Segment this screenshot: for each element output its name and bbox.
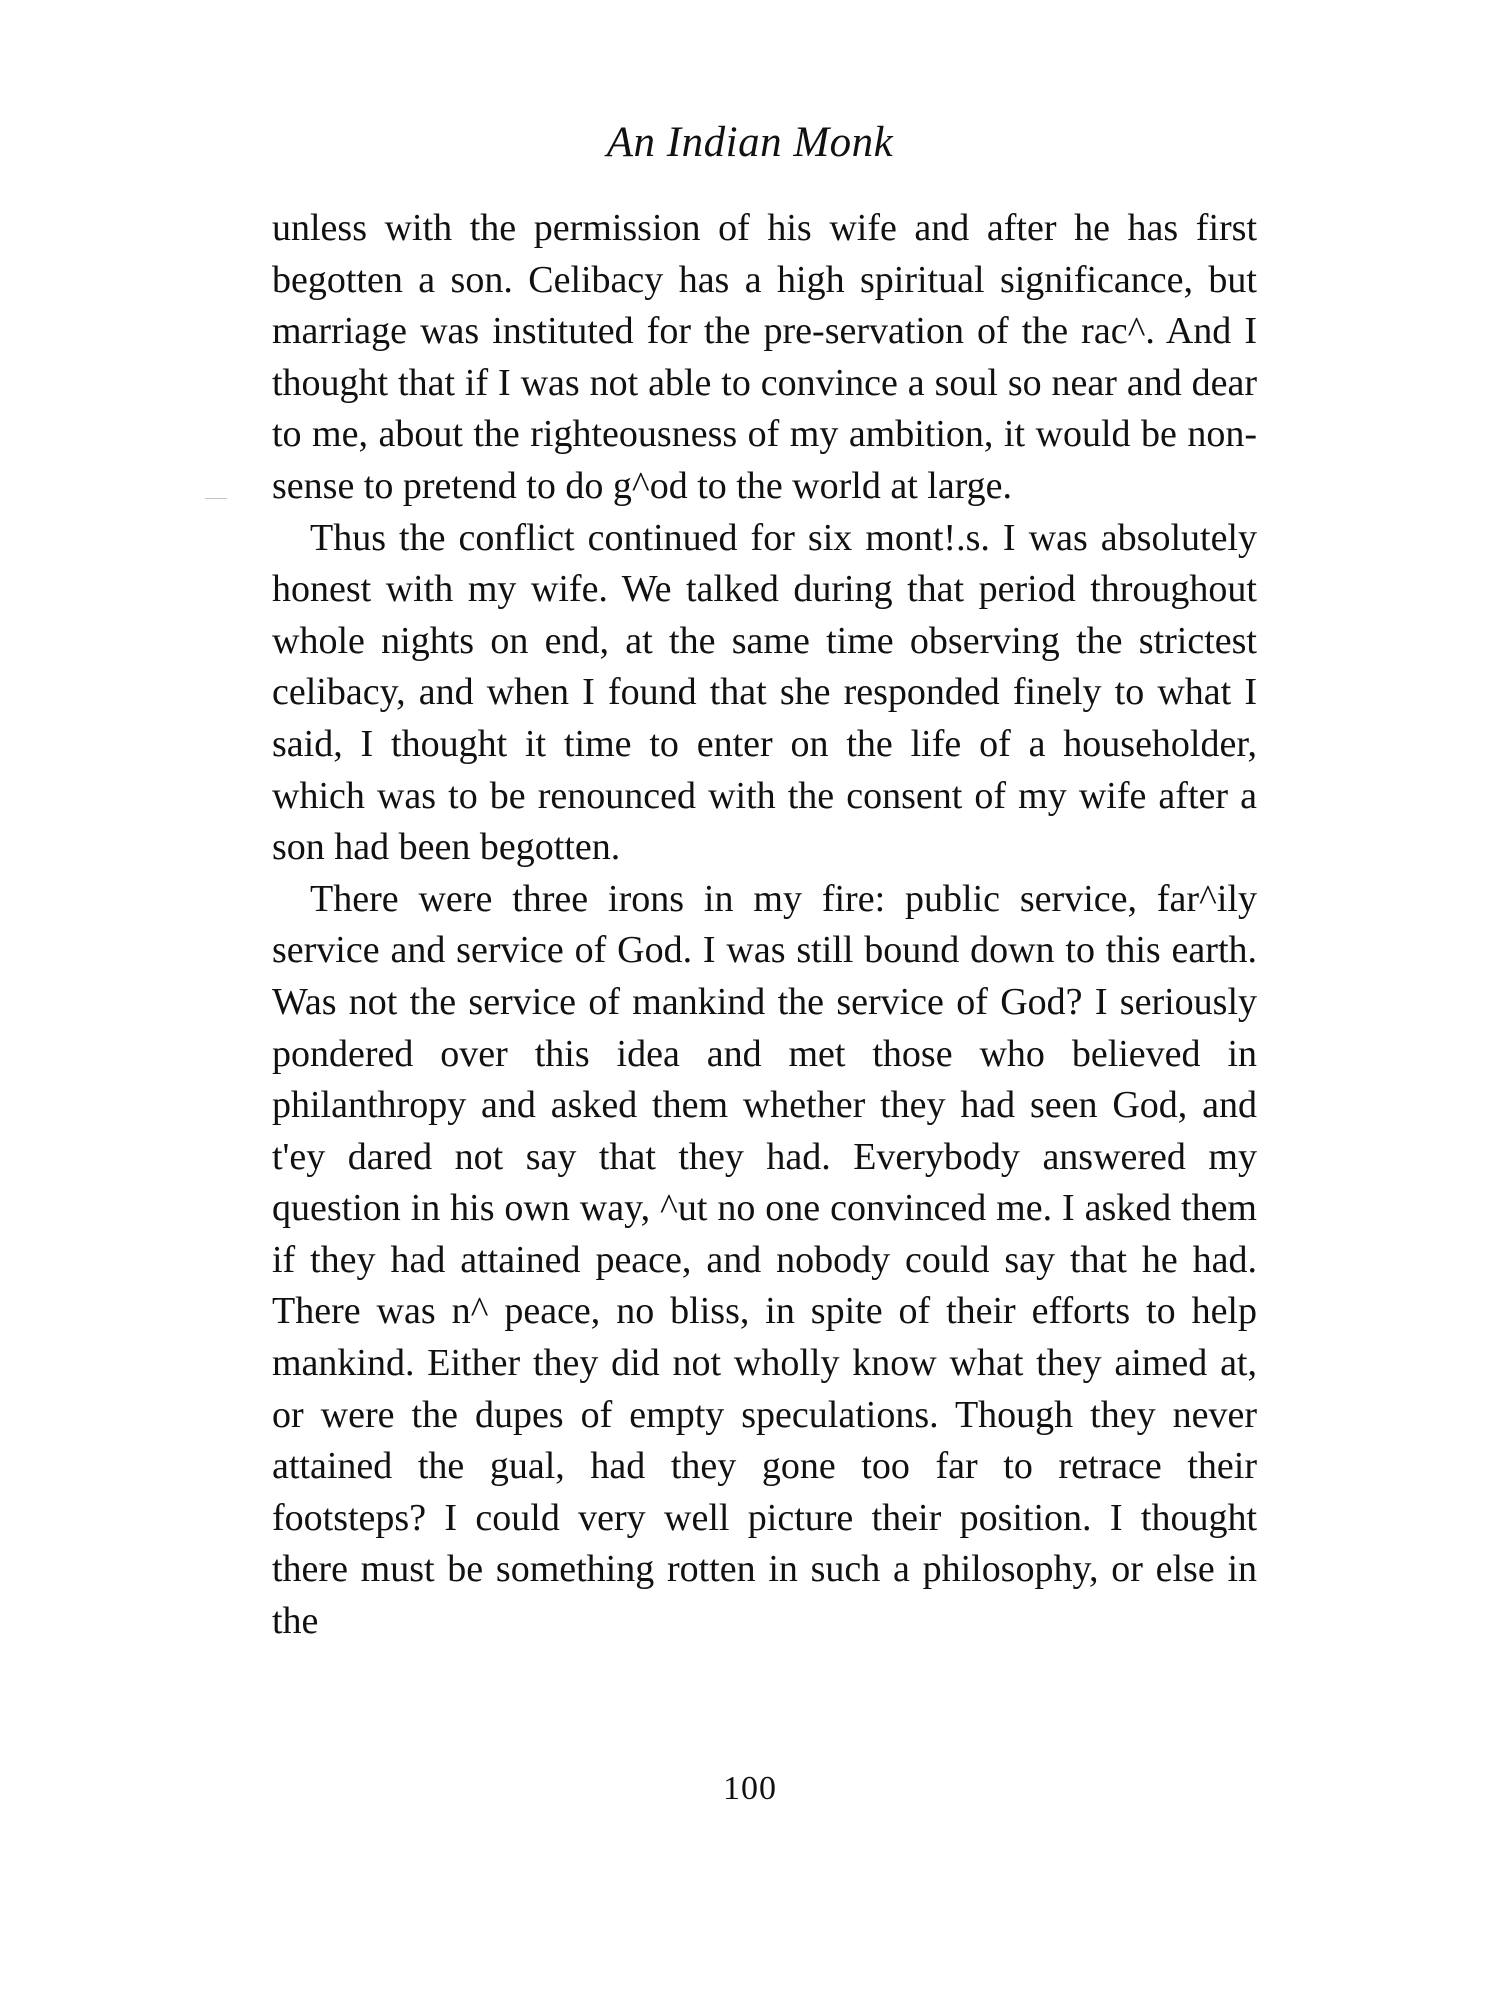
body-text (272, 203, 1257, 1648)
paragraph-continued: unless with the permission of his wife and after he has first begotten a son. Celibacy has a high spiritual significance, but marriage was instituted for the pre-servation of the rac^. And I thought that if I was not able to convince a soul so near and dear to me, about the righteousness of my ambition, it would be non-sense to pretend to do g^od to the world at large. (272, 207, 1257, 507)
paragraph-conflict: Thus the conflict continued for six mont!.s. I was absolutely honest with my wife. We talked during that period throughout whole nights on end, at the same time observing the strictest celibacy, and when I found that she responded finely to what I said, I thought it time to enter on the life of a householder, which was to be renounced with the consent of my wife after a son had been begotten. (272, 516, 1257, 869)
running-head: An Indian Monk (606, 119, 894, 166)
page-number: 100 (723, 1770, 777, 1807)
paragraph-three-irons: There were three irons in my fire: public service, far^ily service and service of God. I was still bound down to this earth. Was not the service of mankind the service of God? I seriously pondered over this idea and met those who believed in philanthropy and asked them whether they had seen God, and t'ey dared not say that they had. Everybody answered my question in his own way, ^ut no one convinced me. I asked them if they had attained peace, and nobody could say that he had. There was n^ peace, no bliss, in spite of their efforts to help mankind. Either they did not wholly know what they aimed at, or were the dupes of empty speculations. Though they never attained the gual, had they gone too far to retrace their footsteps? I could very well picture their position. I thought there must be something rotten in such a philosophy, or else in the (272, 877, 1257, 1643)
margin-mark (205, 498, 227, 499)
